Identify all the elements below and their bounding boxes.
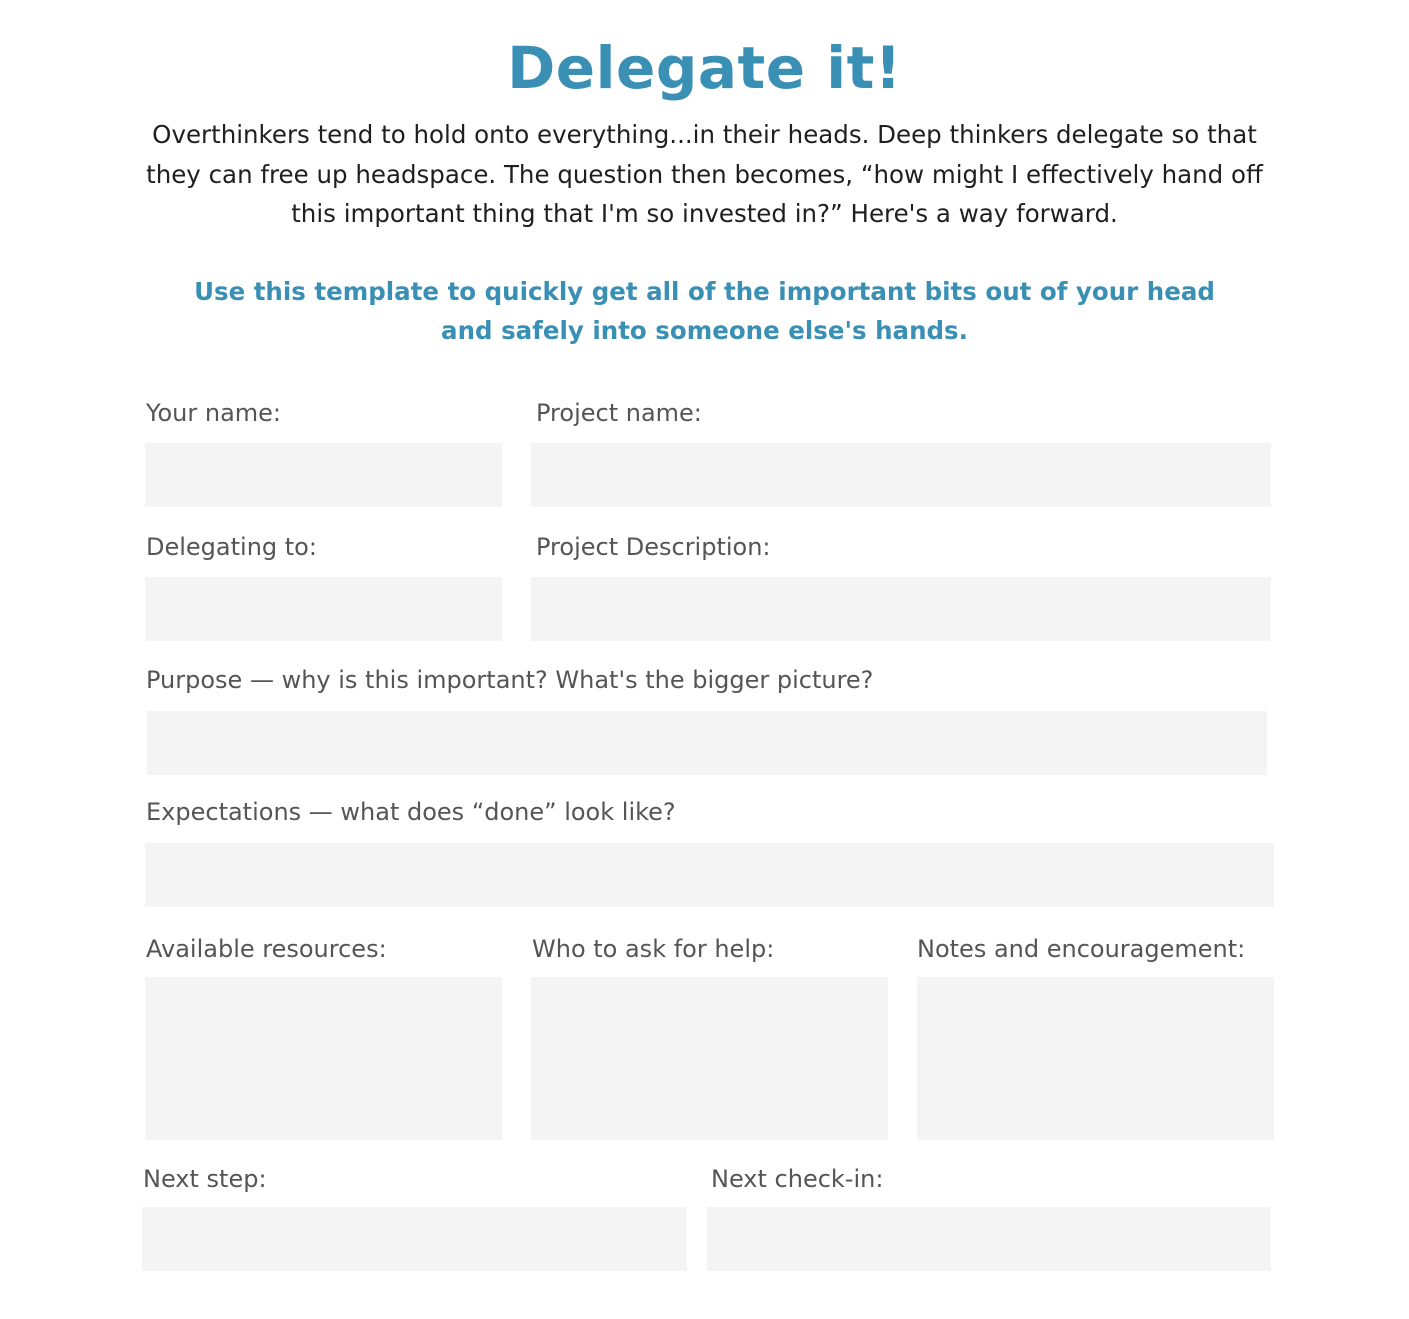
template-instructions: Use this template to quickly get all of the important bits out of your head and safely into someone else's hands. (194, 277, 1215, 345)
project-name-label: Project name: (536, 399, 702, 427)
expectations-input[interactable] (145, 843, 1274, 907)
next-step-label: Next step: (143, 1165, 267, 1193)
who-to-ask-input[interactable] (531, 977, 888, 1140)
purpose-label: Purpose — why is this important? What's the bigger picture? (146, 666, 874, 694)
who-to-ask-label: Who to ask for help: (532, 935, 775, 963)
purpose-input[interactable] (147, 711, 1267, 775)
intro-paragraph: Overthinkers tend to hold onto everything...in their heads. Deep thinkers delegate so that they can free up headspace. The question then becomes, “how might I effectively hand off this important thing that I'm so invested in?” Here's a way forward. (146, 120, 1263, 228)
next-step-input[interactable] (142, 1207, 687, 1271)
project-description-input[interactable] (531, 577, 1271, 641)
available-resources-label: Available resources: (146, 935, 387, 963)
project-description-label: Project Description: (536, 533, 771, 561)
project-name-input[interactable] (531, 443, 1271, 507)
notes-encouragement-input[interactable] (917, 977, 1274, 1140)
notes-encouragement-label: Notes and encouragement: (917, 935, 1246, 963)
next-checkin-input[interactable] (707, 1207, 1271, 1271)
expectations-label: Expectations — what does “done” look like? (146, 798, 676, 826)
delegating-to-label: Delegating to: (146, 533, 317, 561)
delegating-to-input[interactable] (145, 577, 502, 641)
next-checkin-label: Next check-in: (711, 1165, 884, 1193)
your-name-label: Your name: (146, 399, 282, 427)
available-resources-input[interactable] (145, 977, 502, 1140)
your-name-input[interactable] (145, 443, 502, 507)
page-title: Delegate it! (507, 34, 902, 102)
